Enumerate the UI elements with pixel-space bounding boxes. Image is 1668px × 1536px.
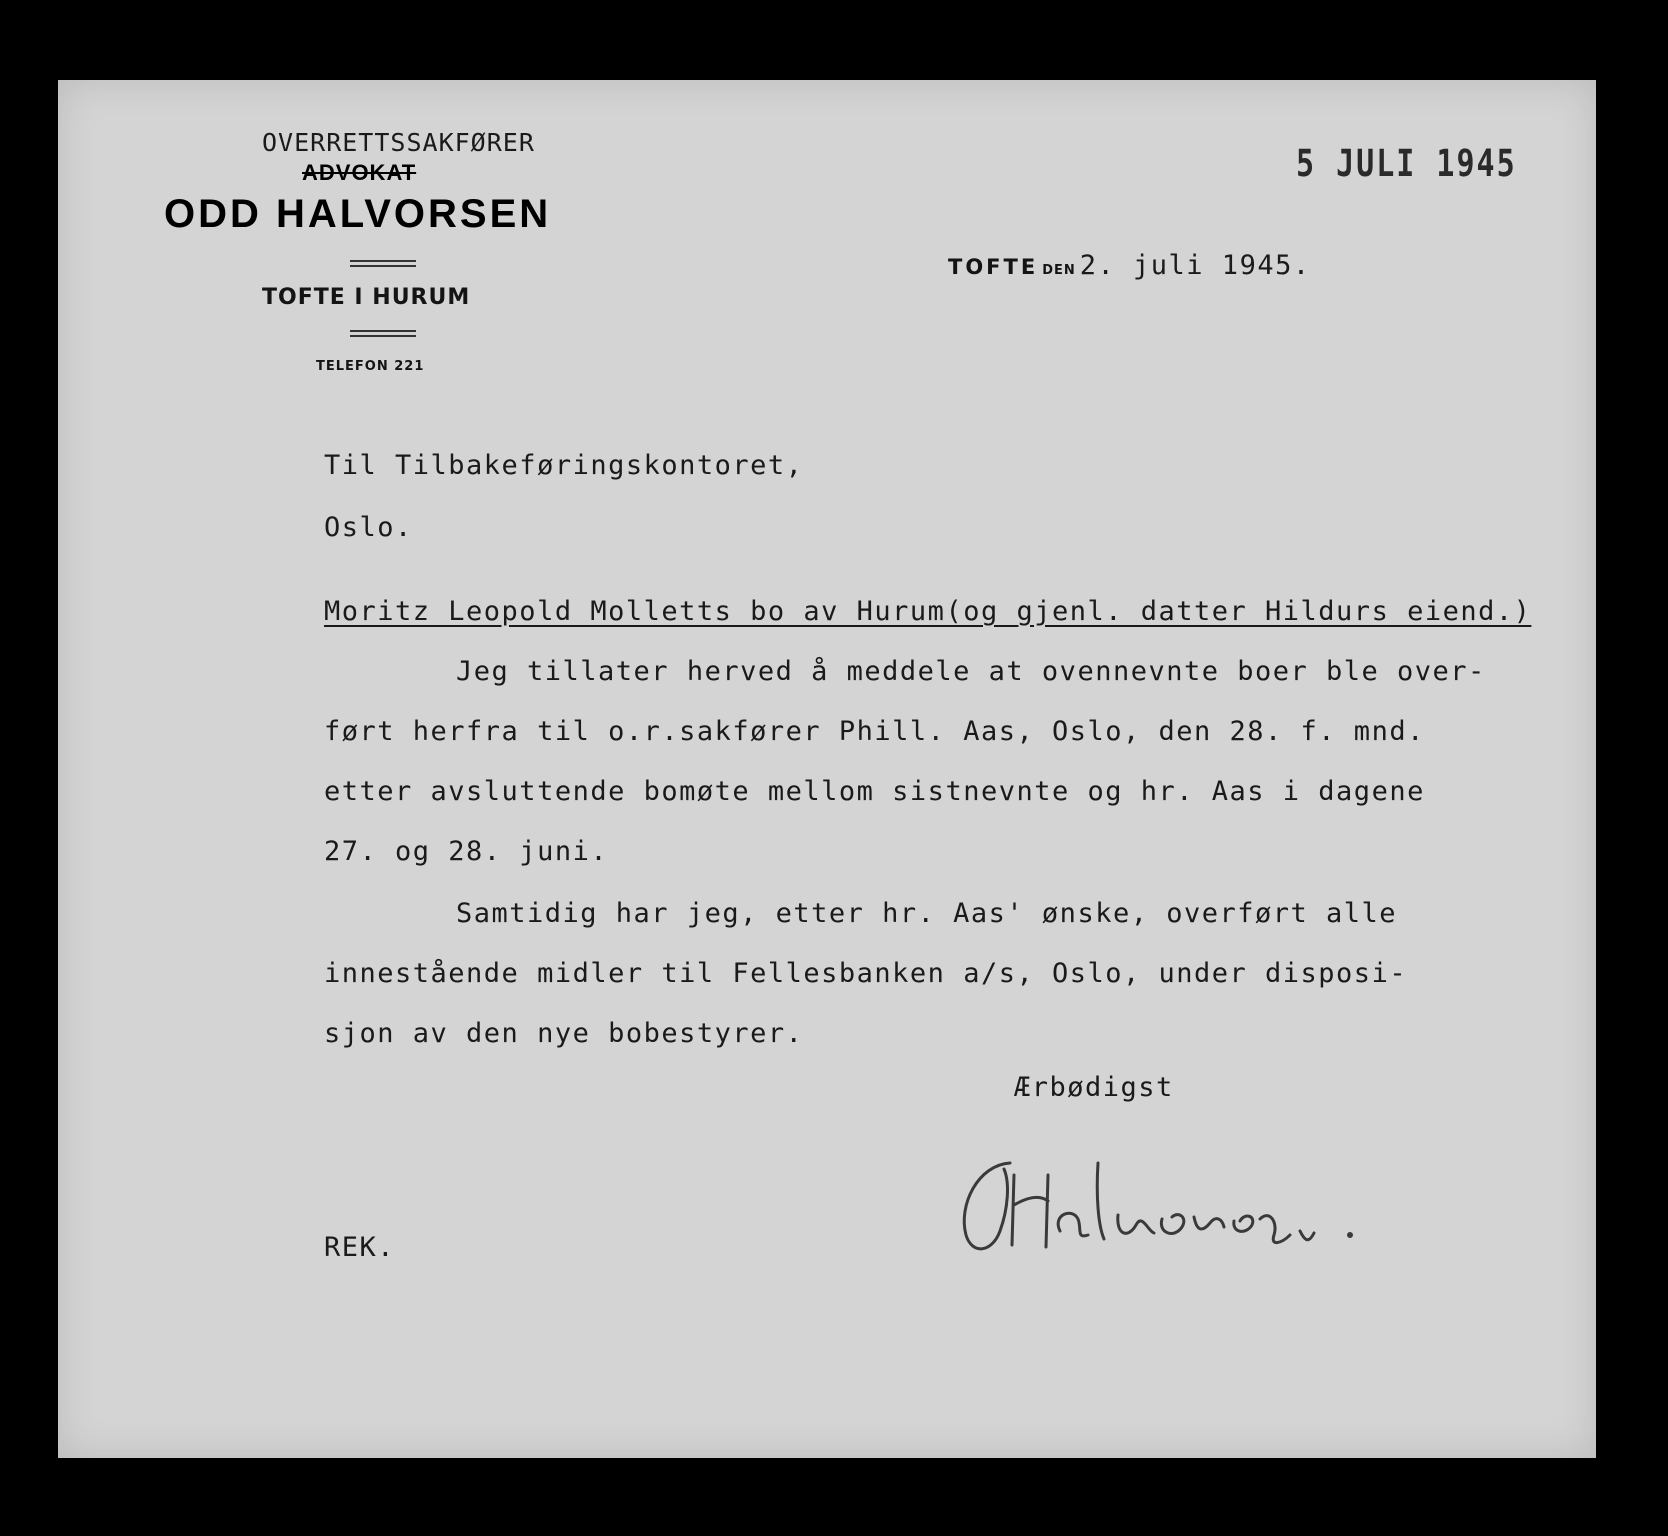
letterhead-phone: TELEFON 221 xyxy=(316,359,425,374)
body-line: innestående midler til Fellesbanken a/s, Oslo, under disposi- xyxy=(324,958,1408,989)
dateline-den: DEN xyxy=(1042,263,1076,278)
received-date-stamp: 5 JULI 1945 xyxy=(1296,142,1517,186)
letterhead-rule-bottom-2 xyxy=(350,335,416,337)
letterhead-location: TOFTE I HURUM xyxy=(262,285,471,310)
letter-page xyxy=(58,80,1596,1458)
letterhead-rule-top-2 xyxy=(350,265,416,267)
closing: Ærbødigst xyxy=(1014,1072,1174,1103)
body-line: 27. og 28. juni. xyxy=(324,836,609,867)
dateline-date: 2. juli 1945. xyxy=(1079,250,1311,281)
dateline-place: TOFTE xyxy=(948,255,1039,279)
recipient-line-2: Oslo. xyxy=(324,512,413,543)
letterhead-rule-top xyxy=(350,260,416,262)
letterhead-struck-title: ADVOKAT xyxy=(302,160,417,185)
recipient-line-1: Til Tilbakeføringskontoret, xyxy=(324,450,804,481)
body-line: Jeg tillater herved å meddele at ovennevnte boer ble over- xyxy=(456,656,1486,687)
letterhead-title: OVERRETTSSAKFØRER xyxy=(262,128,535,157)
letterhead-rule-bottom xyxy=(350,330,416,332)
footer-note: REK. xyxy=(324,1232,396,1263)
body-line: ført herfra til o.r.sakfører Phill. Aas, Oslo, den 28. f. mnd. xyxy=(324,716,1425,747)
signature-image xyxy=(948,1135,1378,1265)
body-line: etter avsluttende bomøte mellom sistnevnte og hr. Aas i dagene xyxy=(324,776,1425,807)
body-line: Samtidig har jeg, etter hr. Aas' ønske, overført alle xyxy=(456,898,1398,929)
body-line: sjon av den nye bobestyrer. xyxy=(324,1018,804,1049)
subject-line: Moritz Leopold Molletts bo av Hurum(og gjenl. datter Hildurs eiend.) xyxy=(324,596,1532,627)
letterhead-name: ODD HALVORSEN xyxy=(164,192,552,236)
dateline xyxy=(948,250,1311,281)
